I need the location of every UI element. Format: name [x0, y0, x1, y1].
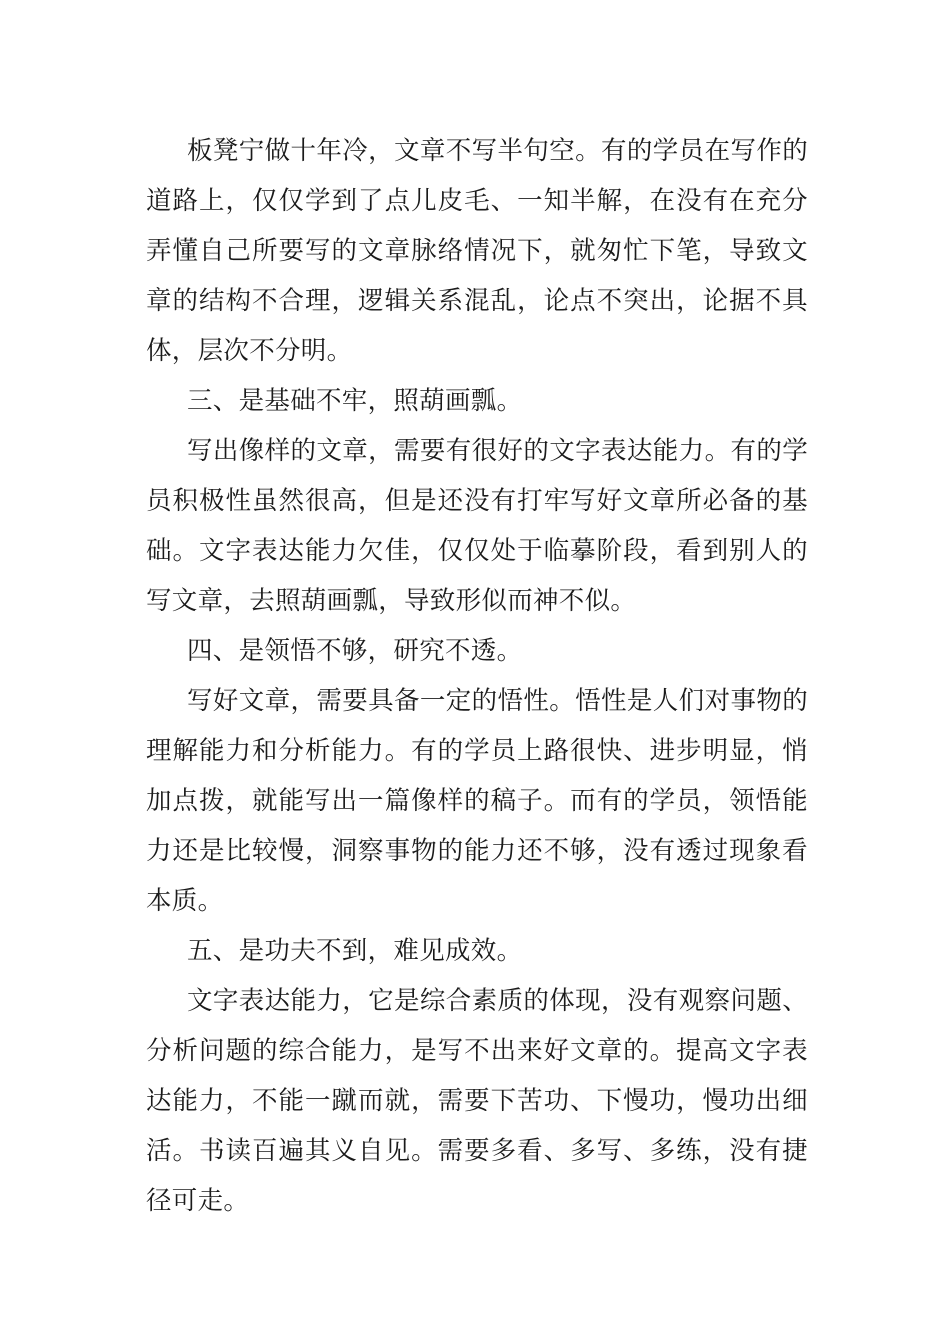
body-paragraph-1: 板凳宁做十年冷，文章不写半句空。有的学员在写作的道路上，仅仅学到了点儿皮毛、一知半解，在没有在充分弄懂自己所要写的文章脉络情况下，就匆忙下笔，导致文章的结构不合理，逻辑关系混乱，论点不突出，论据不具体，层次不分明。: [146, 136, 808, 366]
body-paragraph-3: 写好文章，需要具备一定的悟性。悟性是人们对事物的理解能力和分析能力。有的学员上路很快、进步明显，悄加点拨，就能写出一篇像样的稿子。而有的学员，领悟能力还是比较慢，洞察事物的能力还不够，没有透过现象看本质。: [146, 686, 808, 916]
section-heading-5: 五、是功夫不到，难见成效。: [187, 936, 523, 966]
body-paragraph-4: 文字表达能力，它是综合素质的体现，没有观察问题、分析问题的综合能力，是写不出来好文章的。提高文字表达能力，不能一蹴而就，需要下苦功、下慢功，慢功出细活。书读百遍其义自见。需要多看、多写、多练，没有捷径可走。: [146, 986, 808, 1216]
section-heading-3: 三、是基础不牢，照葫画瓢。: [187, 386, 523, 416]
document-body: [146, 126, 808, 1226]
section-heading-4: 四、是领悟不够，研究不透。: [187, 636, 523, 666]
body-paragraph-2: 写出像样的文章，需要有很好的文字表达能力。有的学员积极性虽然很高，但是还没有打牢写好文章所必备的基础。文字表达能力欠佳，仅仅处于临摹阶段，看到别人的写文章，去照葫画瓢，导致形似而神不似。: [146, 436, 808, 616]
